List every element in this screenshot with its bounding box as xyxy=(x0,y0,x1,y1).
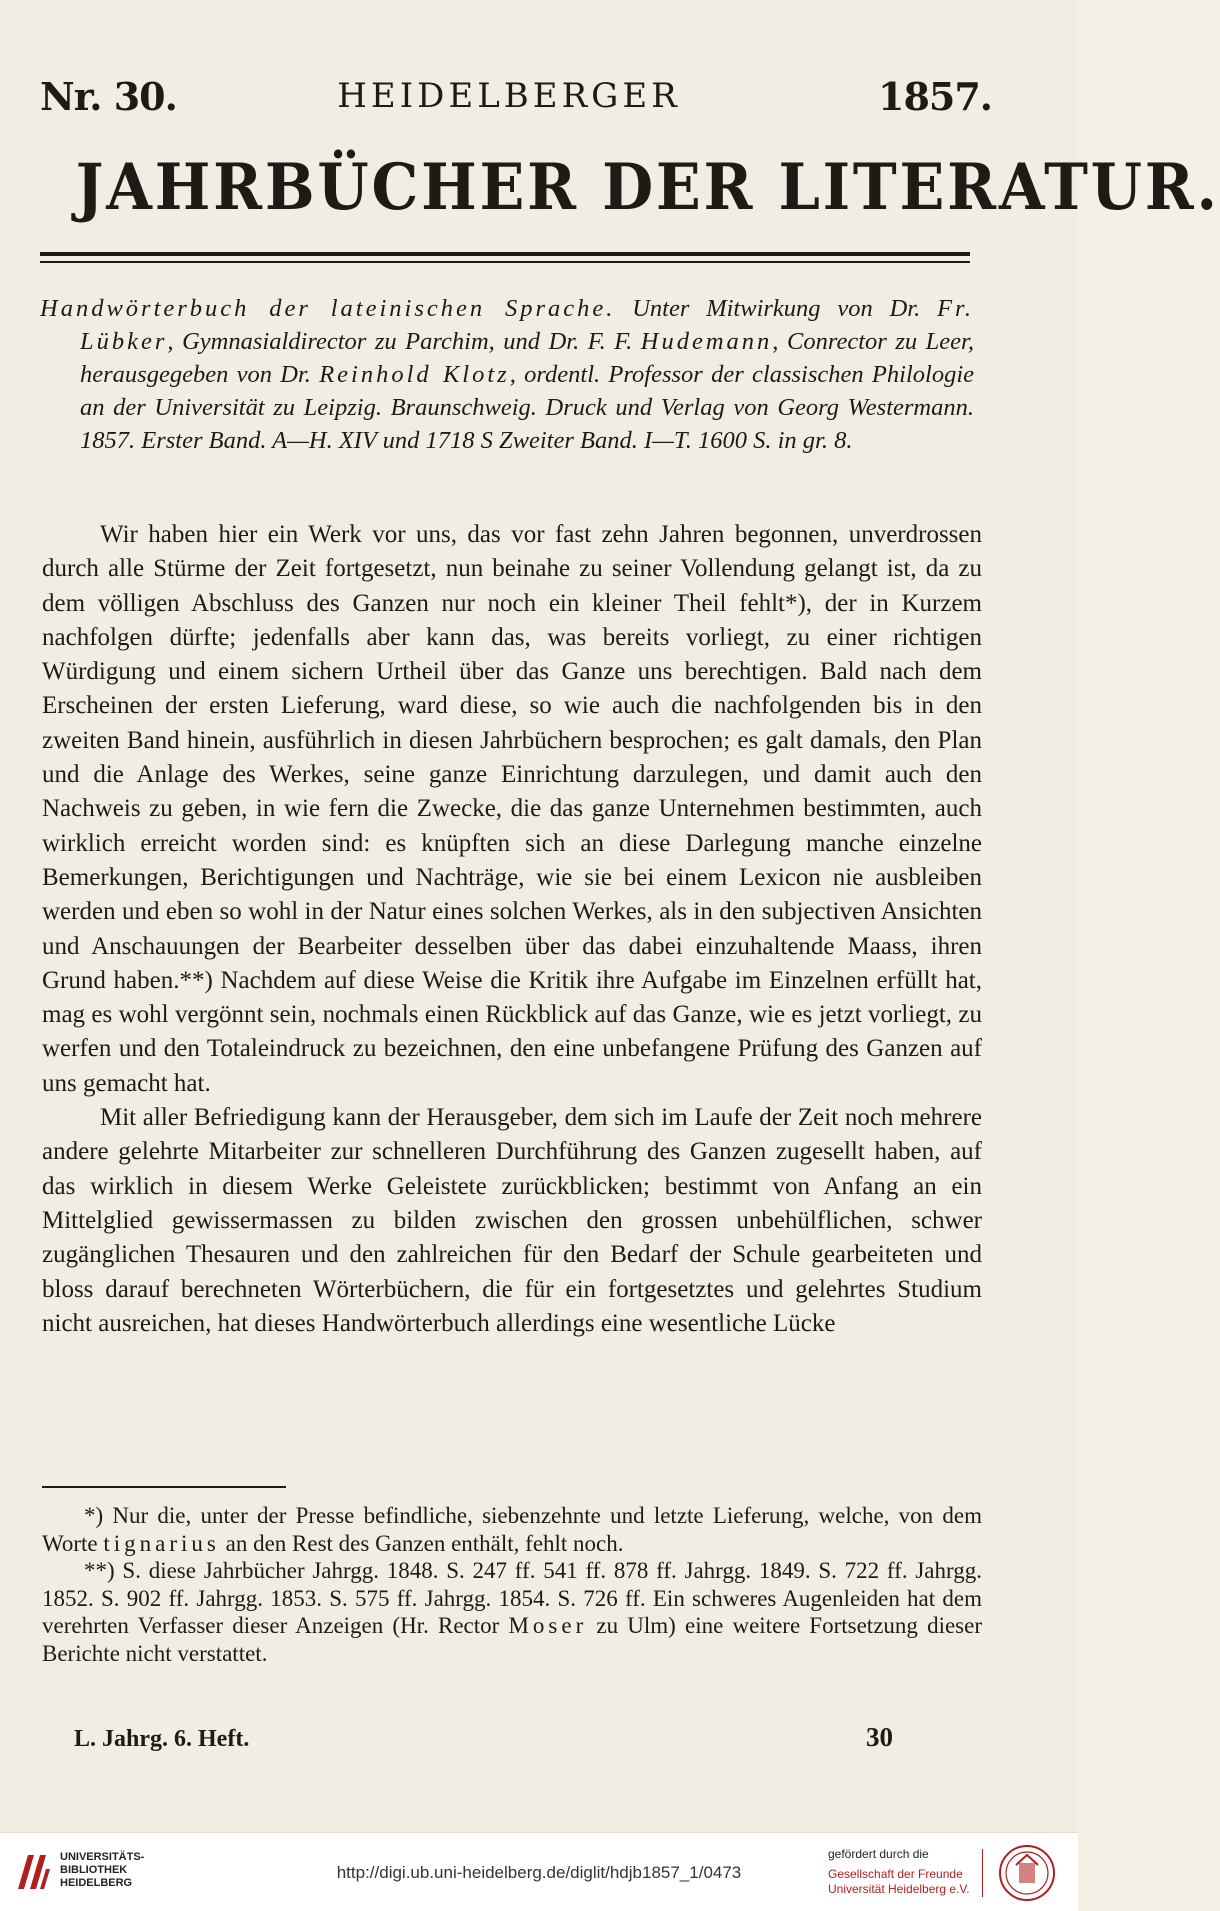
spaced-word: tignarius xyxy=(103,1530,220,1556)
reviewed-book-title: Handwörterbuch der lateinischen Sprache. xyxy=(40,295,616,322)
review-header-text: , ordentl. Professor der classischen Philologie an der Universität zu Leipzig. Braunschweig. Druck und Verlag von Georg Westermann. 1857. Erster Band. A—H. XIV und 1718 S Zweiter Band. I—T. 1600 S. in gr. 8. xyxy=(80,361,974,454)
footer-divider xyxy=(982,1849,983,1897)
sponsor-name-line: Universität Heidelberg e.V. xyxy=(828,1882,970,1896)
body-paragraph: Wir haben hier ein Werk vor uns, das vor fast zehn Jahren begonnen, unverdrossen durch alle Stürme der Zeit fortgesetzt, nun beinahe zu seiner Vollendung gelangt ist, da zu dem völligen Abschluss des Ganzen nur noch ein kleiner Theil fehlt*), der in Kurzem nachfolgen dürfte; jedenfalls aber kann das, was bereits vorliegt, zu einer richtigen Würdigung und einem sichern Urtheil über das Ganze uns berechtigen. Bald nach dem Erscheinen der ersten Lieferung, ward diese, so wie auch die nachfolgenden bis in den zweiten Band hinein, ausführlich in diesen Jahrbüchern besprochen; es galt damals, den Plan und die Anlage des Werkes, seine ganze Einrichtung darzulegen, und damit auch den Nachweis zu geben, in wie fern die Zwecke, die das ganze Unternehmen bestimmten, auch wirklich erreicht worden sind: es knüpften sich an diese Darlegung manche einzelne Bemerkungen, Berichtigungen und Nachträge, wie sie bei einem Lexicon nie ausbleiben werden und eben so wohl in der Natur eines solchen Werkes, als in den subjectiven Ansichten und Anschauungen der Bearbeiter desselben über das dabei einzuhaltende Maass, ihren Grund haben.**) Nachdem auf diese Weise die Kritik ihre Aufgabe im Einzelnen erfüllt hat, mag es wohl vergönnt sein, nochmals einen Rückblick auf das Ganze, wie es jetzt vorliegt, zu werfen und den Totaleindruck zu bezeichnen, den eine unbefangene Prüfung des Ganzen auf uns gemacht hat. xyxy=(42,521,982,1097)
issue-number: Nr. 30. xyxy=(40,74,177,119)
footnotes xyxy=(42,1502,982,1667)
review-header-text: , Conrector zu Leer, herausgegeben von Dr. xyxy=(80,328,974,388)
journal-name-line: HEIDELBERGER xyxy=(337,76,681,116)
masthead xyxy=(40,74,992,134)
footnote-text: an den Rest des Ganzen enthält, fehlt noch. xyxy=(219,1530,624,1556)
footnote-text: zu Ulm) eine weitere Fortsetzung dieser Berichte nicht verstattet. xyxy=(42,1613,982,1666)
digitization-footer xyxy=(0,1832,1078,1911)
review-header-text: , Gymnasialdirector zu Parchim, und Dr. F. F. xyxy=(167,328,641,355)
footnote-2 xyxy=(42,1557,982,1667)
review-header-text: Unter Mitwirkung von Dr. xyxy=(615,295,938,322)
university-seal-icon xyxy=(992,1843,1062,1903)
review-header xyxy=(40,292,974,457)
funded-by-label: gefördert durch die xyxy=(828,1847,929,1861)
library-name-line: UNIVERSITÄTS- xyxy=(60,1851,145,1863)
spaced-word: Moser xyxy=(508,1613,588,1638)
footnote-text: *) Nur die, unter der Presse befindliche, siebenzehnte und letzte Lieferung, welche, von dem Worte xyxy=(42,1503,982,1556)
library-name-line: BIBLIOTHEK xyxy=(60,1864,128,1876)
body-paragraph: Mit aller Befriedigung kann der Herausgeber, dem sich im Laufe der Zeit noch mehrere andere gelehrte Mitarbeiter zur schnelleren Durchführung des Ganzen zugesellt haben, auf das wirklich in diesem Werke Geleistete zurückblicken; bestimmt von Anfang an ein Mittelglied gewissermassen zu bilden zwischen den grossen unbehülflichen, schwer zugänglichen Thesauren und den zahlreichen für den Bedarf der Schule gearbeiteten und bloss darauf berechneten Wörterbüchern, die für ein fortgesetztes und gelehrtes Studium nicht ausreichen, hat dieses Handwörterbuch allerdings eine wesentliche Lücke xyxy=(42,1104,982,1337)
footnote-text: **) S. diese Jahrbücher Jahrgg. 1848. S. 247 ff. 541 ff. 878 ff. Jahrgg. 1849. S. 722 ff. Jahrgg. 1852. S. 902 ff. Jahrgg. 1853. S. 575 ff. Jahrgg. 1854. S. 726 ff. Ein schweres Augenleiden hat dem verehrten Verfasser dieser Anzeigen (Hr. Rector xyxy=(42,1558,982,1638)
issue-year: 1857. xyxy=(878,74,992,119)
sponsor-name-line: Gesellschaft der Freunde xyxy=(828,1867,963,1881)
footnote-1 xyxy=(42,1502,982,1557)
author-name: Hudemann xyxy=(640,328,773,355)
article-body xyxy=(42,518,982,1341)
editor-name: Reinhold Klotz xyxy=(319,361,510,388)
title-rule-thin xyxy=(40,261,970,263)
title-rule-thick xyxy=(40,252,970,256)
sheet-number: 30 xyxy=(866,1722,893,1752)
journal-title: JAHRBÜCHER DER LITERATUR. xyxy=(75,150,1220,225)
footnote-rule xyxy=(42,1486,286,1488)
library-name-line: HEIDELBERG xyxy=(60,1877,133,1889)
sponsor-name xyxy=(828,1867,970,1897)
signature-mark: L. Jahrg. 6. Heft. xyxy=(74,1726,250,1752)
author-name: Fr. Lübker xyxy=(80,295,974,355)
permalink-url[interactable]: http://digi.ub.uni-heidelberg.de/diglit/hdjb1857_1/0473 xyxy=(336,1863,742,1882)
